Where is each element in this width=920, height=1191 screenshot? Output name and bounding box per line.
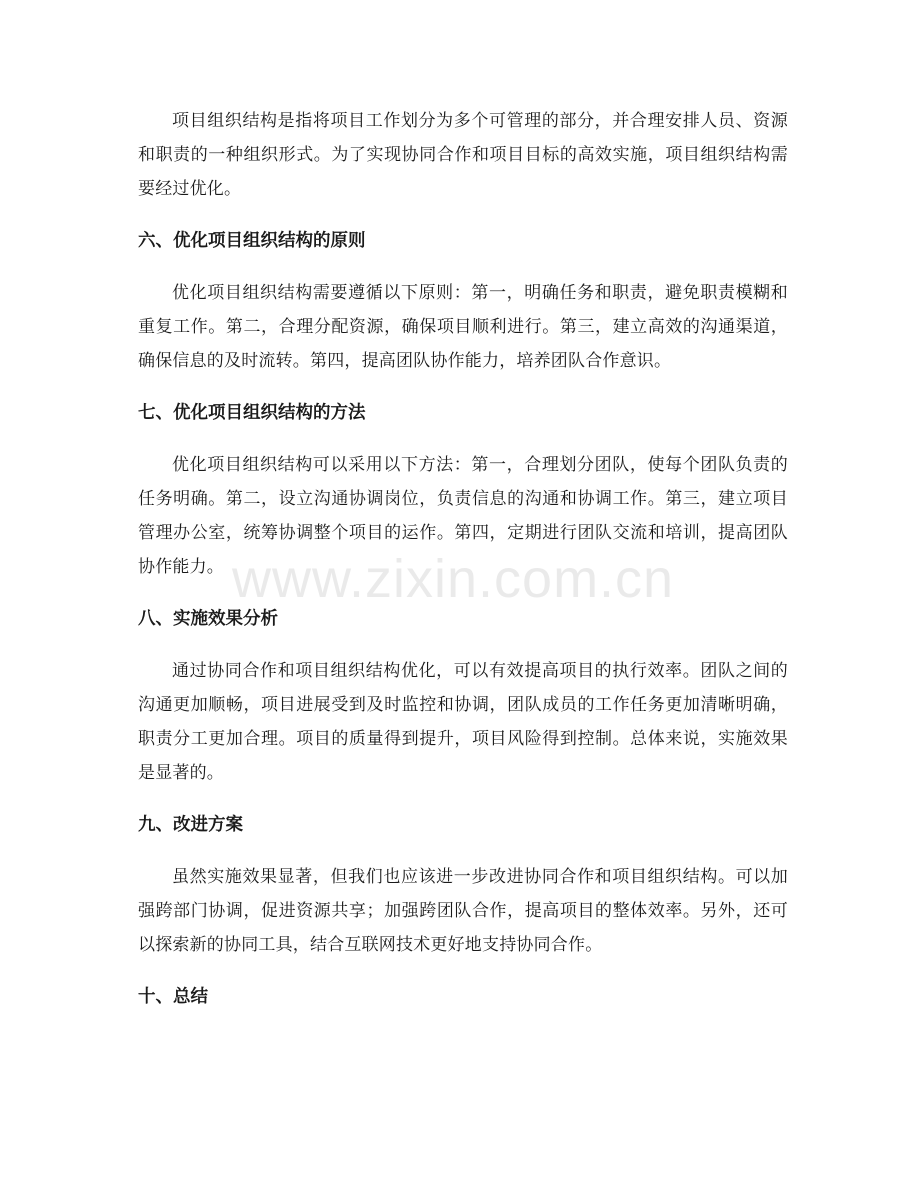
- section-heading-effect-analysis: 八、实施效果分析: [138, 609, 278, 629]
- paragraph-principles: 优化项目组织结构需要遵循以下原则：第一，明确任务和职责，避免职责模糊和重复工作。第二，合理分配资源，确保项目顺利进行。第三，建立高效的沟通渠道，确保信息的及时流转。第四，提高团队协作能力，培养团队合作意识。: [138, 283, 788, 371]
- section-heading-improvement: 九、改进方案: [138, 815, 243, 835]
- document-body: [138, 104, 788, 1032]
- section-heading-methods: 七、优化项目组织结构的方法: [138, 403, 366, 423]
- watermark: www.zixin.com.cn: [232, 549, 675, 609]
- paragraph-intro: 项目组织结构是指将项目工作划分为多个可管理的部分，并合理安排人员、资源和职责的一种组织形式。为了实现协同合作和项目目标的高效实施，项目组织结构需要经过优化。: [138, 111, 788, 199]
- section-heading-principles: 六、优化项目组织结构的原则: [138, 231, 366, 251]
- paragraph-effect-analysis: 通过协同合作和项目组织结构优化，可以有效提高项目的执行效率。团队之间的沟通更加顺畅，项目进展受到及时监控和协调，团队成员的工作任务更加清晰明确，职责分工更加合理。项目的质量得到提升，项目风险得到控制。总体来说，实施效果是显著的。: [138, 661, 788, 783]
- paragraph-methods: 优化项目组织结构可以采用以下方法：第一，合理划分团队，使每个团队负责的任务明确。第二，设立沟通协调岗位，负责信息的沟通和协调工作。第三，建立项目管理办公室，统筹协调整个项目的运作。第四，定期进行团队交流和培训，提高团队协作能力。: [138, 455, 788, 577]
- paragraph-improvement: 虽然实施效果显著，但我们也应该进一步改进协同合作和项目组织结构。可以加强跨部门协调，促进资源共享；加强跨团队合作，提高项目的整体效率。另外，还可以探索新的协同工具，结合互联网技术更好地支持协同合作。: [138, 867, 788, 955]
- section-heading-summary: 十、总结: [138, 987, 208, 1007]
